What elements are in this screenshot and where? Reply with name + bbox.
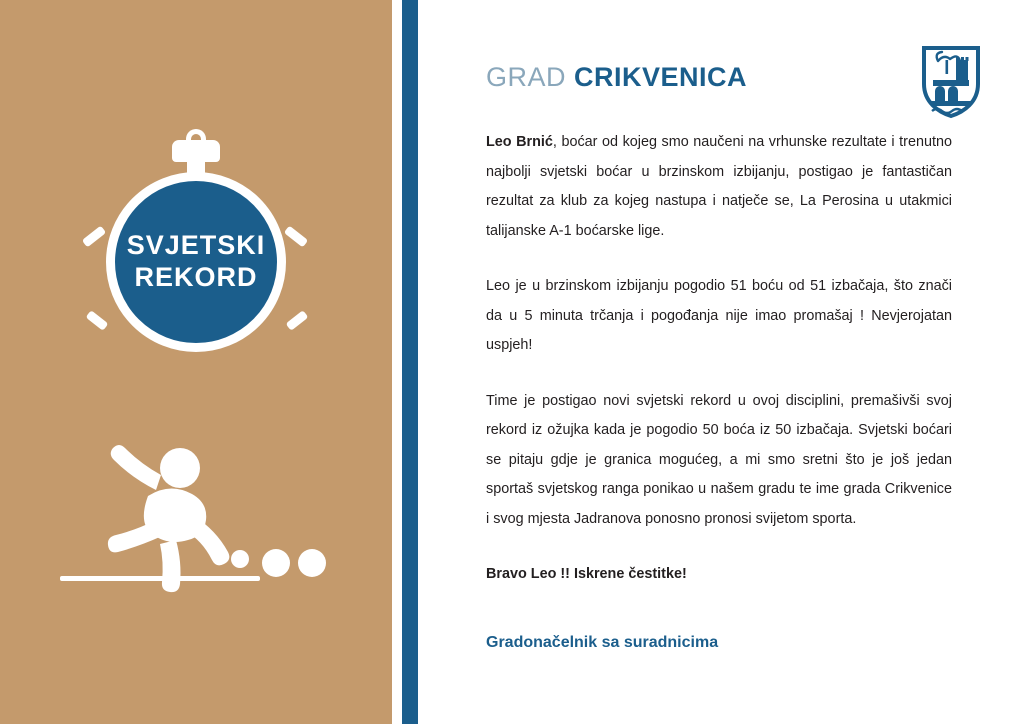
world-record-badge [106,172,286,352]
paragraph-2: Leo je u brzinskom izbijanju pogodio 51 boću od 51 izbačaja, što znači da u 5 minuta trčanja i pogođanja nije imao promašaj ! Nevjerojatan uspjeh! [486,278,952,354]
document-header [486,52,986,122]
paragraph-3: Time je postigao novi svjetski rekord u ovoj disciplini, premašivši svoj rekord iz ožujka kada je pogodio 50 boća iz 50 izbačaja. Svjetski boćari se pitaju gdje je granica mogućeg, a mi smo sretni što je još jedan sportaš svjetskog ranga ponikao u našem gradu te ime grada Crikvenice i svog mjesta Jadranova ponosno pronosi svijetom sporta. [486,392,952,527]
signature-line: Gradonačelnik sa suradnicima [486,634,719,651]
bocce-player-icon [44,420,344,600]
brand-prefix: GRAD [486,62,567,92]
left-graphic-panel [0,0,392,724]
crikvenica-coat-of-arms-icon [920,44,982,120]
badge-line-1: SVJETSKI [126,230,266,261]
stopwatch-tick-right [284,226,308,248]
stopwatch-icon [96,120,296,370]
stopwatch-crown [172,140,220,162]
stopwatch-tick-bottom-left [86,310,109,331]
page-title [486,62,747,93]
badge-line-2: REKORD [134,262,258,292]
stopwatch-tick-left [82,226,106,248]
vertical-accent-bar [402,0,418,724]
brand-name: CRIKVENICA [574,62,748,92]
article-body [486,128,952,534]
paragraph-1-text: , boćar od kojeg smo naučeni na vrhunske rezultate i trenutno najbolji svjetski boćar u brzinskom izbijanju, postigao je fantastičan rezultat za klub za kojeg nastupa i natječe se, La Perosina u utakmici talijanske A-1 boćarske lige. [486,134,952,239]
content-panel [418,0,1024,724]
stopwatch-tick-bottom-right [286,310,309,331]
paragraph-1 [486,128,952,246]
person-name: Leo Brnić [486,134,553,150]
closing-line: Bravo Leo !! Iskrene čestitke! [486,566,687,582]
